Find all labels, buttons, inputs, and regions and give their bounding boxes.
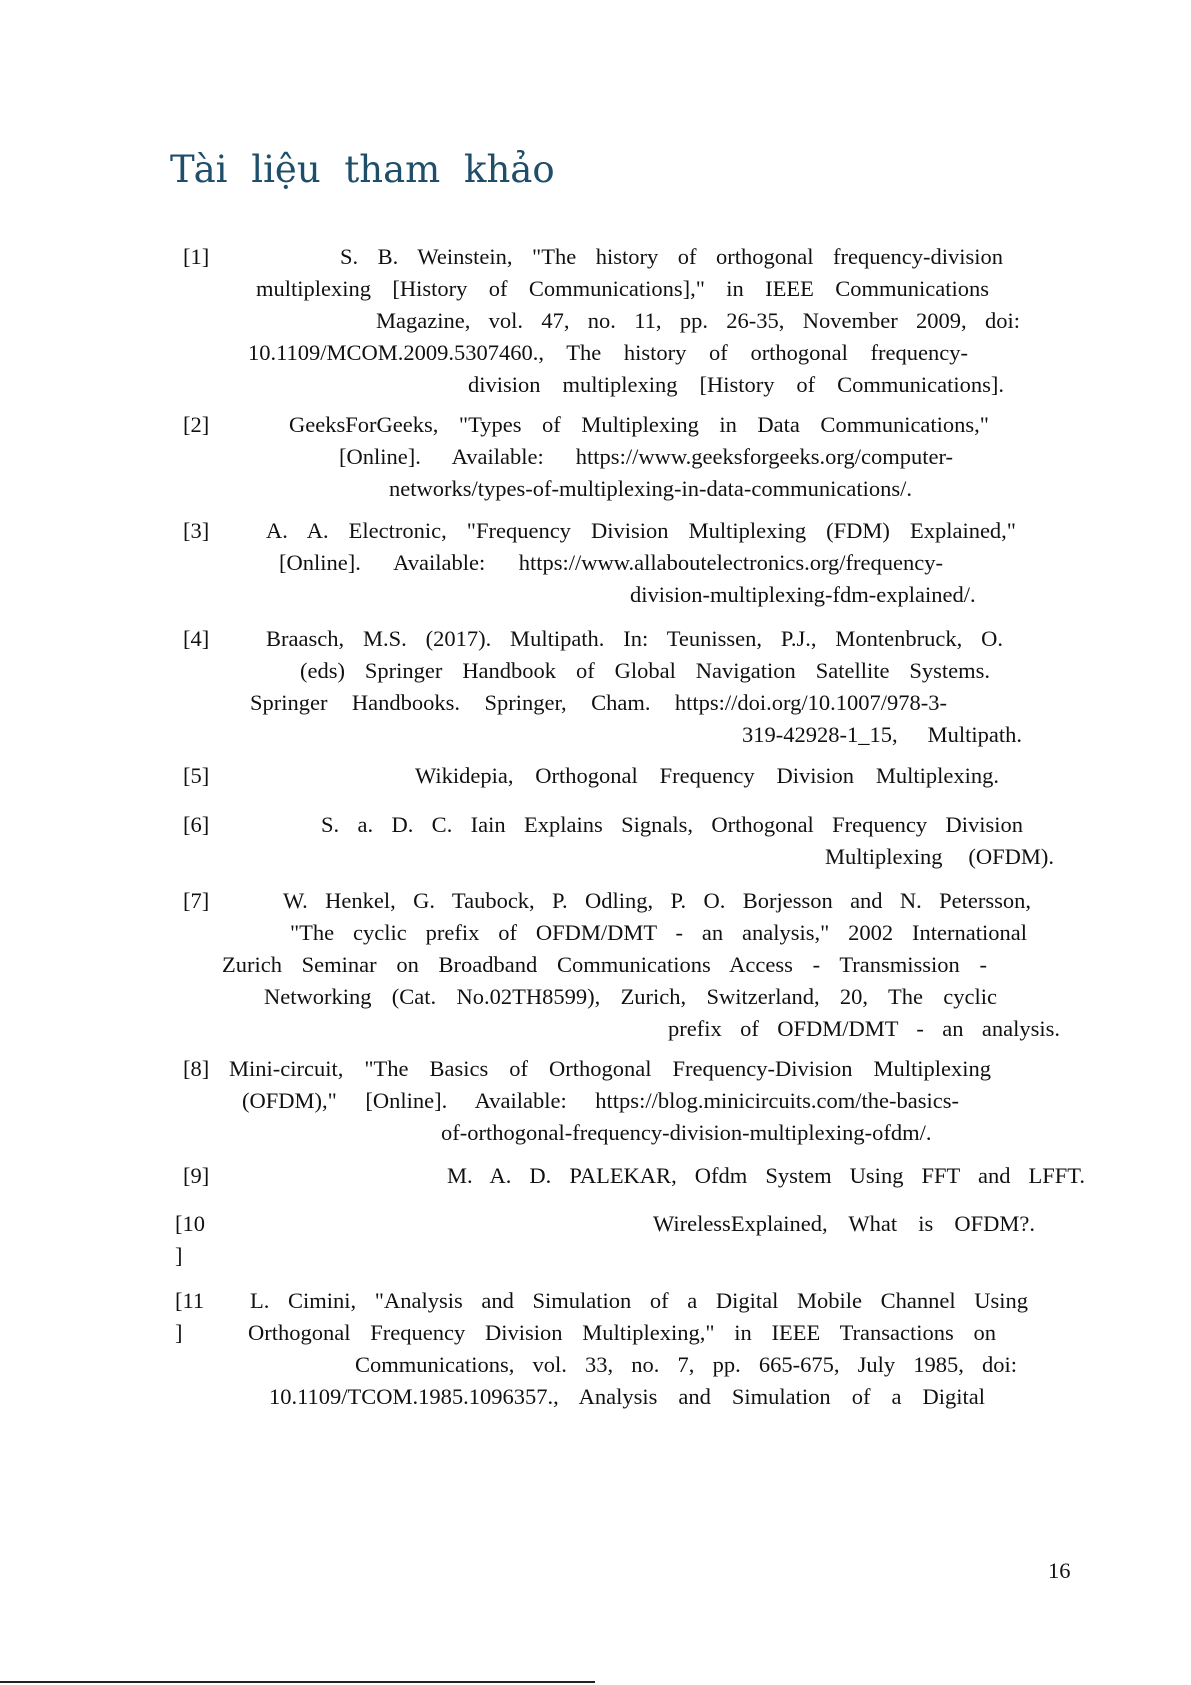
reference-line: division-multiplexing-fdm-explained/. (630, 582, 976, 607)
reference-line: Networking (Cat. No.02TH8599), Zurich, Switzerland, 20, The cyclic (264, 984, 997, 1009)
reference-line: Zurich Seminar on Broadband Communications Access - Transmission - (222, 952, 987, 977)
reference-line: L. Cimini, "Analysis and Simulation of a Digital Mobile Channel Using (250, 1288, 1028, 1313)
footer-rule (0, 1681, 595, 1683)
reference-number: [4] (183, 626, 210, 651)
reference-number: [10 ] (175, 1211, 205, 1268)
reference-line: division multiplexing [History of Communications]. (468, 372, 1004, 397)
reference-line: [Online]. Available: https://www.geeksforgeeks.org/computer- (339, 444, 953, 469)
reference-line: multiplexing [History of Communications]," in IEEE Communications (256, 276, 989, 301)
reference-line: W. Henkel, G. Taubock, P. Odling, P. O. Borjesson and N. Petersson, (283, 888, 1031, 913)
reference-line: Mini-circuit, "The Basics of Orthogonal Frequency-Division Multiplexing (229, 1056, 991, 1081)
reference-number: [11 ] (175, 1288, 205, 1345)
reference-line: Springer Handbooks. Springer, Cham. https://doi.org/10.1007/978-3- (250, 690, 947, 715)
reference-number: [9] (183, 1163, 210, 1188)
reference-line: Orthogonal Frequency Division Multiplexing," in IEEE Transactions on (248, 1320, 996, 1345)
reference-line: A. A. Electronic, "Frequency Division Multiplexing (FDM) Explained," (266, 518, 1016, 543)
reference-line: Wikidepia, Orthogonal Frequency Division Multiplexing. (415, 763, 999, 788)
reference-line: 10.1109/TCOM.1985.1096357., Analysis and Simulation of a Digital (269, 1384, 985, 1409)
page-title: Tài liệu tham khảo (170, 148, 555, 191)
reference-line: S. B. Weinstein, "The history of orthogonal frequency-division (340, 244, 1003, 269)
reference-number: [8] (183, 1056, 210, 1081)
reference-number: [7] (183, 888, 210, 913)
reference-line: Braasch, M.S. (2017). Multipath. In: Teunissen, P.J., Montenbruck, O. (266, 626, 1003, 651)
reference-number: [5] (183, 763, 210, 788)
reference-line: [Online]. Available: https://www.allaboutelectronics.org/frequency- (279, 550, 943, 575)
reference-line: prefix of OFDM/DMT - an analysis. (668, 1016, 1060, 1041)
reference-line: Communications, vol. 33, no. 7, pp. 665-675, July 1985, doi: (355, 1352, 1017, 1377)
reference-line: "The cyclic prefix of OFDM/DMT - an analysis," 2002 International (290, 920, 1027, 945)
reference-number: [2] (183, 412, 210, 437)
reference-number: [6] (183, 812, 210, 837)
reference-line: of-orthogonal-frequency-division-multiplexing-ofdm/. (441, 1120, 932, 1145)
reference-line: (eds) Springer Handbook of Global Navigation Satellite Systems. (300, 658, 990, 683)
reference-line: S. a. D. C. Iain Explains Signals, Orthogonal Frequency Division (321, 812, 1023, 837)
reference-number: [1] (183, 244, 210, 269)
reference-line: (OFDM)," [Online]. Available: https://blog.minicircuits.com/the-basics- (242, 1088, 959, 1113)
reference-line: WirelessExplained, What is OFDM?. (653, 1211, 1035, 1236)
page-number: 16 (1048, 1558, 1071, 1583)
reference-line: 10.1109/MCOM.2009.5307460., The history of orthogonal frequency- (248, 340, 968, 365)
reference-number: [3] (183, 518, 210, 543)
reference-line: M. A. D. PALEKAR, Ofdm System Using FFT and LFFT. (447, 1163, 1085, 1188)
reference-line: Multiplexing (OFDM). (825, 844, 1054, 869)
reference-line: Magazine, vol. 47, no. 11, pp. 26-35, November 2009, doi: (376, 308, 1020, 333)
reference-line: 319-42928-1_15, Multipath. (742, 722, 1022, 747)
reference-line: GeeksForGeeks, "Types of Multiplexing in Data Communications," (289, 412, 989, 437)
reference-line: networks/types-of-multiplexing-in-data-communications/. (389, 476, 913, 501)
